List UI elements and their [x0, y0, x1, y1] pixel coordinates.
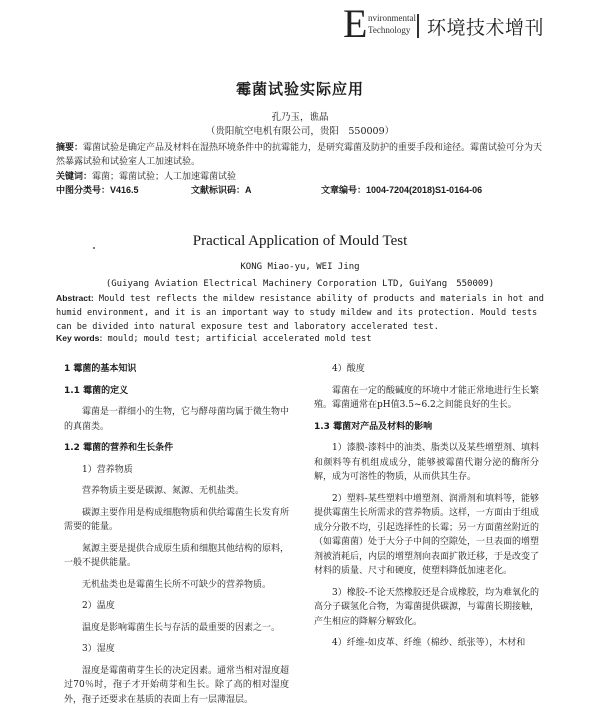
journal-name: 环境技术增刊	[427, 17, 545, 39]
keywords-cn-label: 关键词：	[56, 171, 93, 181]
body-column-left	[64, 362, 289, 714]
authors-cn: 孔乃玉，谯晶	[271, 112, 329, 123]
article-number: 文章编号：1004-7204(2018)S1-0164-06	[321, 185, 483, 195]
keywords-en-label: Key words:	[56, 333, 103, 343]
abstract-en-label: Abstract:	[56, 293, 94, 303]
body-paragraph: 温度是影响霉菌生长与存活的最重要的因素之一。	[82, 622, 281, 633]
journal-logo-letter: E	[343, 1, 368, 46]
abstract-en	[56, 291, 546, 334]
section-heading: 1.3 霉菌对产品及材料的影响	[314, 421, 433, 432]
body-paragraph: 3）橡胶-不论天然橡胶还是合成橡胶，均为难氧化的高分子碳氢化合物，为霉菌提供碳源，与霉菌长期接触，产生相应的降解分解致化。	[314, 587, 540, 627]
section-heading: 1.1 霉菌的定义	[64, 385, 129, 396]
affiliation-cn: （贵阳航空电机有限公司，贵阳 550009）	[205, 126, 395, 137]
clc-number: 中图分类号：V416.5	[56, 185, 139, 195]
keywords-cn-text: 霉菌；霉菌试验；人工加速霉菌试验	[92, 172, 237, 182]
abstract-cn-label: 摘要：	[56, 142, 84, 152]
body-paragraph: 氮源主要是提供合成原生质和细胞其他结构的原料，一般不提供能量。	[64, 543, 290, 568]
body-column-right	[314, 362, 539, 658]
section-heading: 1.2 霉菌的营养和生长条件	[64, 443, 174, 453]
body-paragraph: 霉菌在一定的酸碱度的环境中才能正常地进行生长繁殖。霉菌通常在pH值3.5~6.2之间能良好的生长。	[314, 385, 540, 410]
body-paragraph: 无机盐类也是霉菌生长所不可缺少的营养物质。	[82, 579, 272, 590]
affiliation-en: (Guiyang Aviation Electrical Machinery Corporation LTD, GuiYang 550009)	[105, 279, 495, 289]
journal-logo-line1: nvironmental	[368, 13, 416, 23]
paper-title-en: Practical Application of Mould Test	[192, 233, 408, 249]
subsection-heading: 2）温度	[82, 601, 115, 611]
keywords-cn	[56, 169, 546, 182]
header-divider	[417, 14, 419, 38]
abstract-cn-text: 霉菌试验是确定产品及材料在湿热环境条件中的抗霉能力，是研究霉菌及防护的重要手段和途径。霉菌试验可分为天然暴露试验和试验室人工加速试验。	[56, 143, 543, 167]
document-code: 文献标识码：A	[191, 185, 252, 195]
body-paragraph: 1）漆膜-漆料中的油类、脂类以及某些增塑剂、填料和颜料等有机组成成分，能够被霉菌代谢分泌的酶所分解，成为可溶性的物质，从而供其生存。	[314, 443, 539, 482]
authors-en: KONG Miao-yu, WEI Jing	[240, 262, 360, 272]
paper-title-cn: 霉菌试验实际应用	[235, 80, 364, 98]
keywords-en-text: mould; mould test; artificial accelerated mold test	[107, 334, 372, 344]
body-paragraph: 霉菌是一群细小的生物，它与酵母菌均属于微生物中的真菌类。	[64, 407, 290, 432]
subsection-heading: 1）营养物质	[82, 464, 133, 475]
body-paragraph: 4）纤维-如皮革、纤维（棉纱、纸张等），木材和	[332, 638, 526, 648]
journal-logo-line2: Technology	[368, 25, 411, 35]
body-paragraph: 碳源主要作用是构成细胞物质和供给霉菌生长发育所需要的能量。	[64, 507, 290, 532]
body-paragraph: 营养物质主要是碳源、氮源、无机盐类。	[82, 486, 245, 496]
body-paragraph: 2）塑料-某些塑料中增塑剂、润滑剂和填料等，能够提供霉菌生长所需求的营养物质。这样，一方面由于组成成分分散不均，引起选择性的长霉；另一方面菌丝附近的（如霉菌菌）处于大分子中间的空隙处，一旦表面的增塑剂被消耗后，内层的增塑剂向表面扩散迁移，于是改变了材料的质量、尺寸和硬度，使塑料降低加速老化。	[314, 493, 540, 576]
subsection-heading: 3）湿度	[82, 644, 115, 654]
body-paragraph: 湿度是霉菌萌芽生长的决定因素。通常当相对湿度超过70％时，孢子才开始萌芽和生长。除了高的相对湿度外，孢子还要求在基质的表面上有一层薄湿层。	[64, 665, 290, 705]
abstract-en-text: Mould test reflects the mildew resistance ability of products and materials in hot and humid environment, and it is an important way to study mildew and its protection. Mould tests can be divided into natural exposure test and laboratory accelerated test.	[56, 294, 544, 332]
section-heading: 1 霉菌的基本知识	[64, 364, 137, 374]
abstract-cn	[56, 140, 546, 169]
subsection-heading: 4）酸度	[332, 364, 365, 374]
keywords-en	[56, 333, 546, 344]
